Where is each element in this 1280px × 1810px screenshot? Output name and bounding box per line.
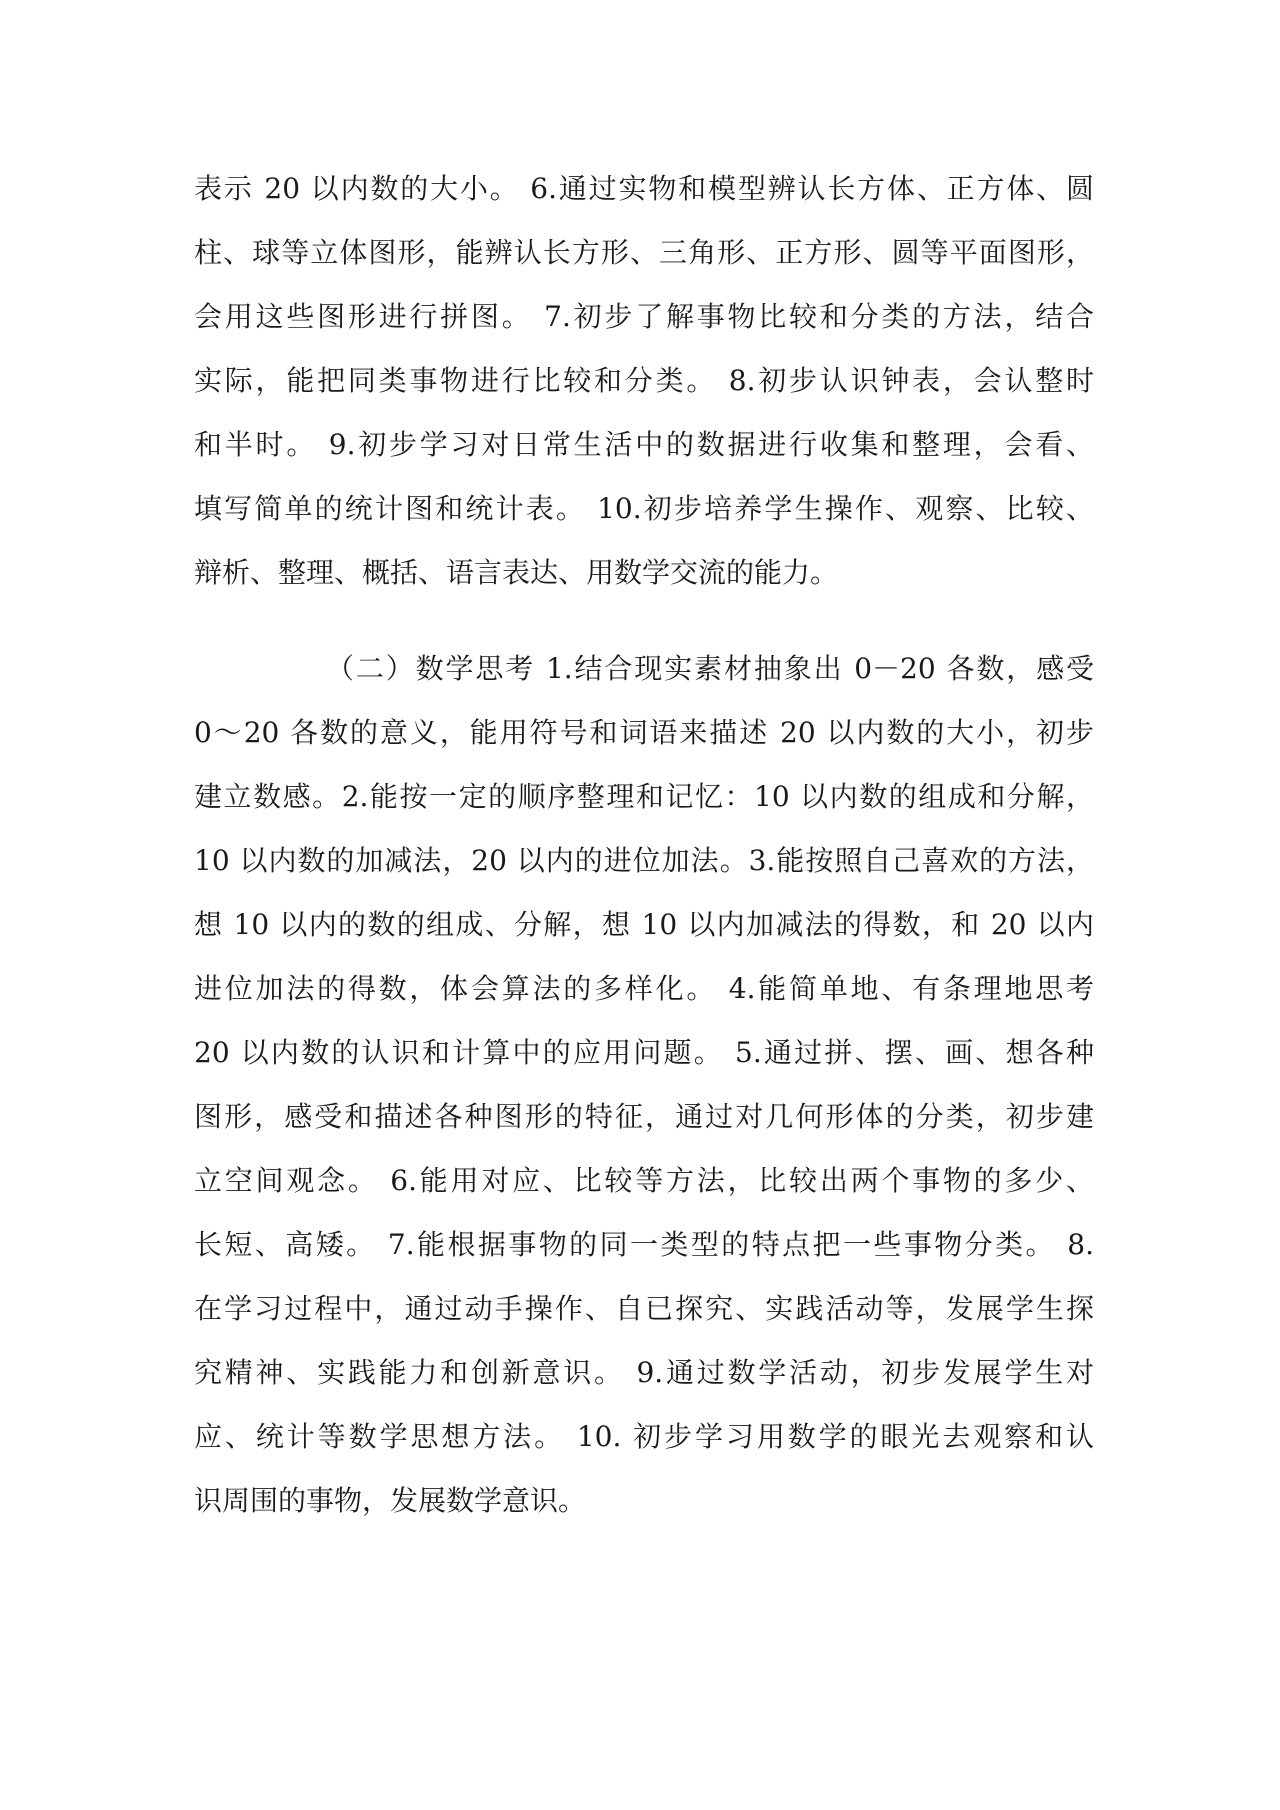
text-line: 究精神、实践能力和创新意识。 9.通过数学活动，初步发展学生对: [194, 1356, 1094, 1389]
section-1-paragraph: [194, 157, 1094, 605]
text-line: 应、统计等数学思想方法。 10. 初步学习用数学的眼光去观察和认: [194, 1420, 1094, 1453]
text-line: 表示 20 以内数的大小。 6.通过实物和模型辨认长方体、正方体、圆: [194, 172, 1094, 205]
text-line: 识周围的事物，发展数学意识。: [194, 1484, 587, 1517]
text-line: 10 以内数的加减法，20 以内的进位加法。3.能按照自己喜欢的方法，: [194, 844, 1094, 877]
text-line: 立空间观念。 6.能用对应、比较等方法，比较出两个事物的多少、: [194, 1164, 1094, 1197]
section-2-heading-line: （二）数学思考 1.结合现实素材抽象出 0－20 各数，感受: [326, 652, 1094, 685]
text-line: 柱、球等立体图形，能辨认长方形、三角形、正方形、圆等平面图形，: [194, 236, 1094, 269]
text-line: 会用这些图形进行拼图。 7.初步了解事物比较和分类的方法，结合: [194, 300, 1094, 333]
text-line: 0～20 各数的意义，能用符号和词语来描述 20 以内数的大小，初步: [194, 716, 1094, 749]
text-line: 进位加法的得数，体会算法的多样化。 4.能简单地、有条理地思考: [194, 972, 1094, 1005]
text-line: 长短、高矮。 7.能根据事物的同一类型的特点把一些事物分类。 8.: [194, 1228, 1094, 1261]
text-line: 填写简单的统计图和统计表。 10.初步培养学生操作、观察、比较、: [194, 492, 1094, 525]
text-line: 和半时。 9.初步学习对日常生活中的数据进行收集和整理，会看、: [194, 428, 1094, 461]
section-2-paragraph: [194, 637, 1094, 1533]
text-line: 想 10 以内的数的组成、分解，想 10 以内加减法的得数，和 20 以内: [194, 908, 1094, 941]
text-line: 实际，能把同类事物进行比较和分类。 8.初步认识钟表，会认整时: [194, 364, 1094, 397]
text-line: 在学习过程中，通过动手操作、自已探究、实践活动等，发展学生探: [194, 1292, 1094, 1325]
text-line: 辩析、整理、概括、语言表达、用数学交流的能力。: [194, 556, 839, 589]
text-line: 20 以内数的认识和计算中的应用问题。 5.通过拼、摆、画、想各种: [194, 1036, 1094, 1069]
text-line: 建立数感。2.能按一定的顺序整理和记忆：10 以内数的组成和分解，: [194, 780, 1094, 813]
text-line: 图形，感受和描述各种图形的特征，通过对几何形体的分类，初步建: [194, 1100, 1094, 1133]
